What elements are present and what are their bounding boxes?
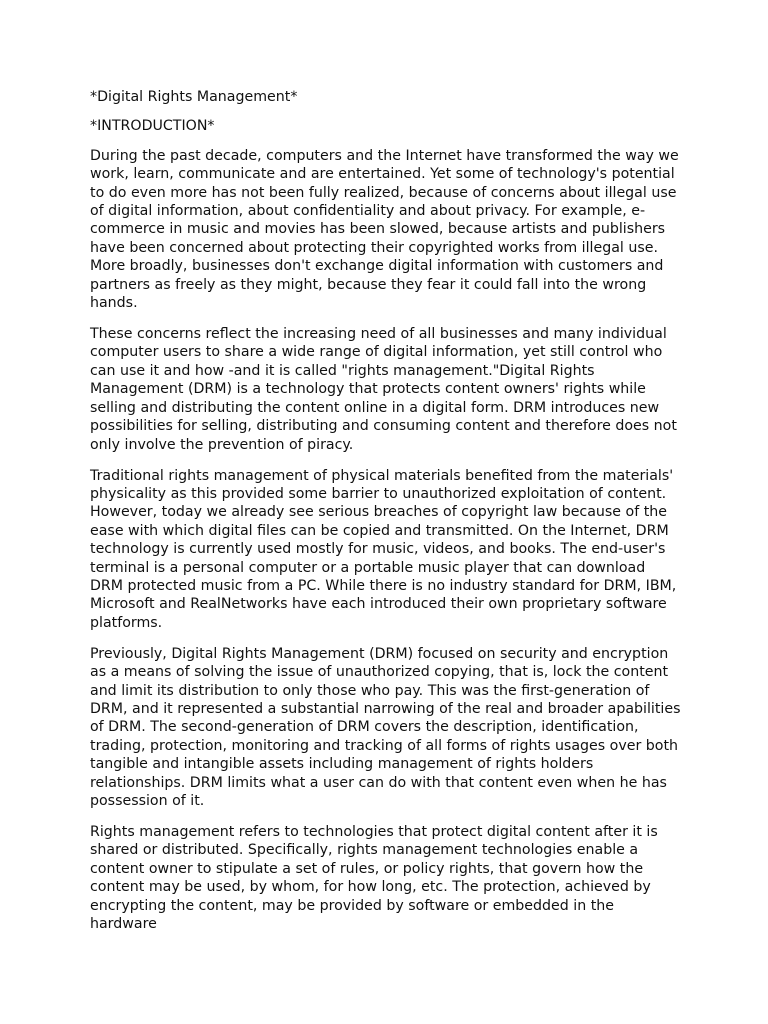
document-title: *Digital Rights Management*: [90, 89, 298, 105]
paragraph-2: These concerns reflect the increasing need of all businesses and many individual computer users to share a wide range of digital information, yet still control who can use it and how -and it is called "rights management."Digital Rights Management (DRM) is a technology that protects content owners' rights while selling and distributing the content online in a digital form. DRM introduces new possibilities for selling, distributing and consuming content and therefore does not only involve the prevention of piracy.: [90, 326, 677, 453]
section-heading-introduction: *INTRODUCTION*: [90, 118, 215, 135]
paragraph-4: Previously, Digital Rights Management (DRM) focused on security and encryption as a means of solving the issue of unauthorized copying, that is, lock the content and limit its distribution to only those who pay. This was the first-generation of DRM, and it represented a substantial narrowing of the real and broader apabilities of DRM. The second-generation of DRM covers the description, identification, trading, protection, monitoring and tracking of all forms of rights usages over both tangible and intangible assets including management of rights holders relationships. DRM limits what a user can do with that content even when he has possession of it.: [90, 645, 681, 809]
paragraph-3: Traditional rights management of physical materials benefited from the materials' physicality as this provided some barrier to unauthorized exploitation of content. However, today we already see serious breaches of copyright law because of the ease with which digital files can be copied and transmitted. On the Internet, DRM technology is currently used mostly for music, videos, and books. The end-user's terminal is a personal computer or a portable music player that can download DRM protected music from a PC. While there is no industry standard for DRM, IBM, Microsoft and RealNetworks have each introduced their own proprietary software platforms.: [90, 467, 677, 631]
paragraph-5: Rights management refers to technologies that protect digital content after it is shared or distributed. Specifically, rights management technologies enable a content owner to stipulate a set of rules, or policy rights, that govern how the content may be used, by whom, for how long, etc. The protection, achieved by encrypting the content, may be provided by software or embedded in the hardware: [90, 824, 658, 933]
document-body: [90, 88, 682, 946]
paragraph-1: During the past decade, computers and the Internet have transformed the way we work, learn, communicate and are entertained. Yet some of technology's potential to do even more has not been fully realized, because of concerns about illegal use of digital information, about confidentiality and about privacy. For example, e-commerce in music and movies has been slowed, because artists and publishers have been concerned about protecting their copyrighted works from illegal use. More broadly, businesses don't exchange digital information with customers and partners as freely as they might, because they fear it could fall into the wrong hands.: [90, 147, 679, 312]
